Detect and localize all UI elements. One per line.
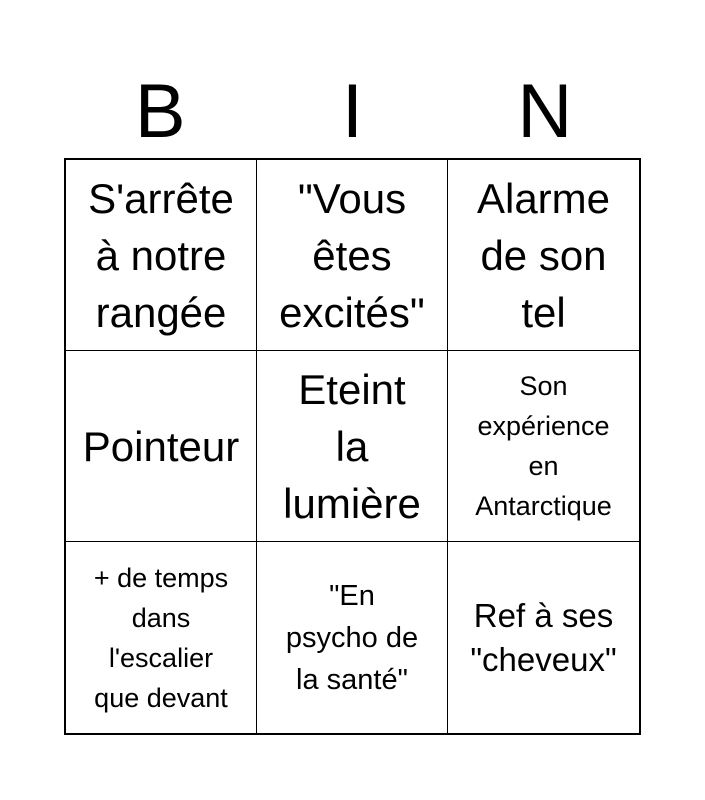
cell-text: + de temps dans l'escalier que devant — [93, 562, 229, 713]
cell-text: Ref à ses "cheveux" — [470, 596, 617, 678]
bingo-header — [64, 69, 641, 154]
cell-text: Son expérience en Antarctique — [475, 371, 612, 521]
bingo-grid — [64, 158, 641, 735]
bingo-cell-4[interactable] — [66, 351, 257, 542]
bingo-cell-2[interactable] — [257, 160, 448, 351]
cell-text: "Vous êtes excités" — [279, 174, 425, 336]
cell-text: Pointeur — [82, 422, 240, 470]
header-letter-n: N — [517, 69, 573, 154]
cell-text: Alarme de son tel — [476, 174, 611, 336]
cell-text: S'arrête à notre rangée — [88, 174, 234, 336]
cell-text: Eteint la lumière — [283, 365, 421, 527]
bingo-cell-6[interactable] — [448, 351, 639, 542]
bingo-cell-5[interactable] — [257, 351, 448, 542]
bingo-cell-9[interactable] — [448, 542, 639, 733]
header-letter-i: I — [341, 69, 364, 154]
bingo-cell-1[interactable] — [66, 160, 257, 351]
header-letter-b: B — [134, 69, 186, 154]
bingo-cell-8[interactable] — [257, 542, 448, 733]
bingo-cell-7[interactable] — [66, 542, 257, 733]
bingo-cell-3[interactable] — [448, 160, 639, 351]
cell-text: "En psycho de la santé" — [285, 579, 419, 696]
